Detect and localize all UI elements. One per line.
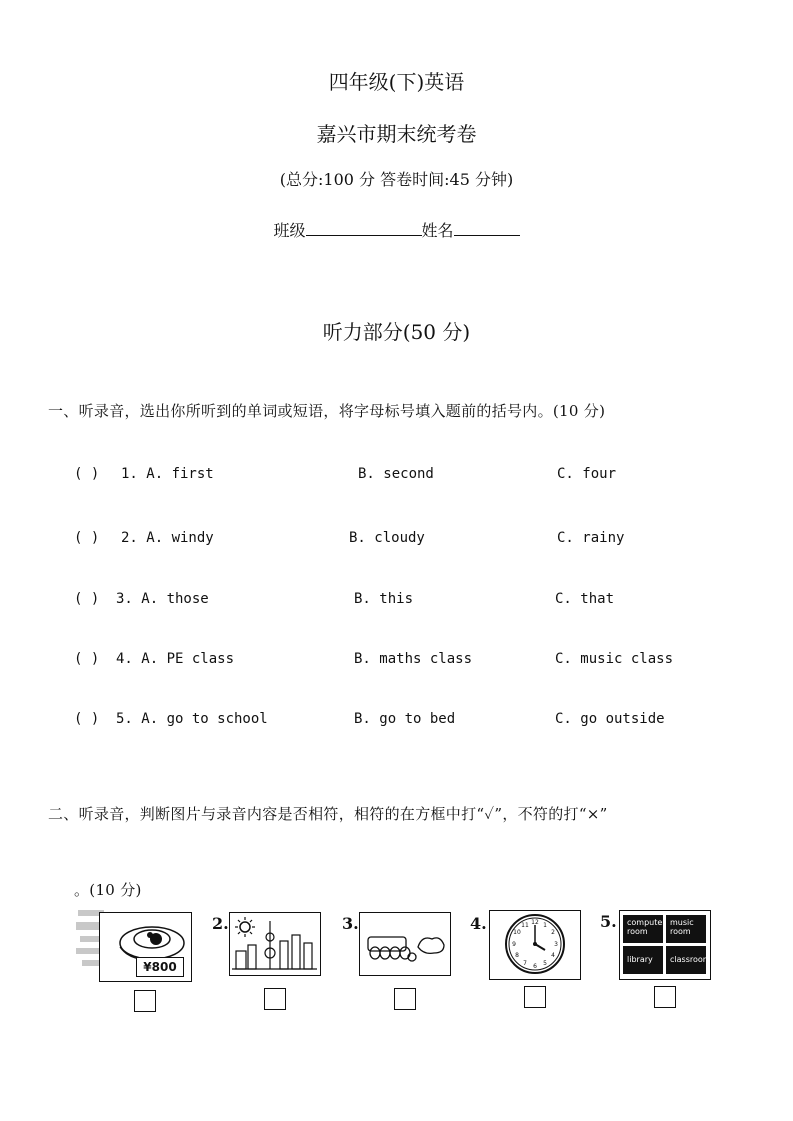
room-sign: library	[623, 946, 663, 974]
svg-text:7: 7	[523, 960, 527, 967]
exam-subtitle: 嘉兴市期末统考卷	[316, 122, 477, 146]
question-row	[0, 466, 793, 486]
listening-part-title: 听力部分(50 分)	[322, 320, 471, 344]
question-option-c: C. music class	[555, 651, 674, 667]
question-option-a: 4. A. PE class	[116, 651, 235, 667]
answer-paren[interactable]: ( )	[74, 466, 100, 482]
svg-text:11: 11	[521, 922, 529, 929]
name-label: 姓名	[421, 221, 454, 240]
price-tag: ¥800	[136, 957, 184, 977]
class-blank[interactable]	[306, 221, 422, 236]
answer-checkbox-3[interactable]	[394, 988, 416, 1010]
answer-paren[interactable]: ( )	[74, 591, 100, 607]
svg-text:3: 3	[554, 941, 558, 948]
svg-text:1: 1	[543, 922, 547, 929]
question-option-a: 1. A. first	[121, 466, 214, 482]
question-option-a: 2. A. windy	[121, 530, 214, 546]
svg-text:12: 12	[531, 919, 539, 926]
section1-instruction: 一、听录音，选出你所听到的单词或短语，将字母标号填入题前的括号内。(10 分)	[48, 402, 606, 420]
answer-checkbox-1[interactable]	[134, 990, 156, 1012]
answer-checkbox-2[interactable]	[264, 988, 286, 1010]
question-option-a: 3. A. those	[116, 591, 209, 607]
answer-paren[interactable]: ( )	[74, 711, 100, 727]
question-option-b: B. second	[358, 466, 434, 482]
svg-text:9: 9	[512, 941, 516, 948]
question-option-b: B. cloudy	[349, 530, 425, 546]
question-option-c: C. go outside	[555, 711, 665, 727]
section2-instruction: 二、听录音，判断图片与录音内容是否相符，相符的在方框中打“✓”，不符的打“×”	[48, 805, 608, 823]
clock-icon	[490, 911, 579, 978]
svg-text:8: 8	[515, 952, 519, 959]
svg-text:5: 5	[543, 960, 547, 967]
question-row	[0, 651, 793, 671]
picture-1-frame	[99, 912, 192, 982]
question-option-c: C. four	[557, 466, 617, 482]
question-option-b: B. maths class	[354, 651, 473, 667]
question-option-c: C. rainy	[557, 530, 625, 546]
name-blank[interactable]	[454, 221, 520, 236]
svg-text:6: 6	[533, 963, 537, 970]
question-row	[0, 711, 793, 731]
picture-2-frame	[229, 912, 321, 976]
question-option-b: B. this	[354, 591, 414, 607]
room-sign: computer room	[623, 915, 663, 943]
question-row	[0, 591, 793, 611]
question-option-a: 5. A. go to school	[116, 711, 268, 727]
svg-text:2: 2	[551, 929, 555, 936]
question-option-b: B. go to bed	[354, 711, 456, 727]
room-sign: music room	[666, 915, 706, 943]
exam-title: 四年级(下)英语	[328, 70, 465, 94]
picture-4-frame	[489, 910, 581, 980]
picture-number: 2.	[212, 914, 229, 933]
room-sign: classroom	[666, 946, 706, 974]
city-skyline-icon	[230, 913, 319, 974]
picture-number: 4.	[470, 914, 487, 933]
svg-text:4: 4	[551, 952, 555, 959]
question-option-c: C. that	[555, 591, 615, 607]
picture-3-frame	[359, 912, 451, 976]
answer-checkbox-5[interactable]	[654, 986, 676, 1008]
exam-info: (总分:100 分 答卷时间:45 分钟)	[279, 170, 514, 189]
svg-text:10: 10	[513, 929, 521, 936]
picture-5-frame	[619, 910, 711, 980]
question-row	[0, 530, 793, 550]
class-label: 班级	[273, 221, 306, 240]
eggs-and-bread-icon	[360, 913, 449, 974]
answer-checkbox-4[interactable]	[524, 986, 546, 1008]
section2-instruction-cont: 。(10 分)	[74, 881, 142, 899]
picture-number: 3.	[342, 914, 359, 933]
answer-paren[interactable]: ( )	[74, 651, 100, 667]
picture-number: 5.	[600, 912, 617, 931]
student-info-line	[0, 218, 793, 241]
answer-paren[interactable]: ( )	[74, 530, 100, 546]
